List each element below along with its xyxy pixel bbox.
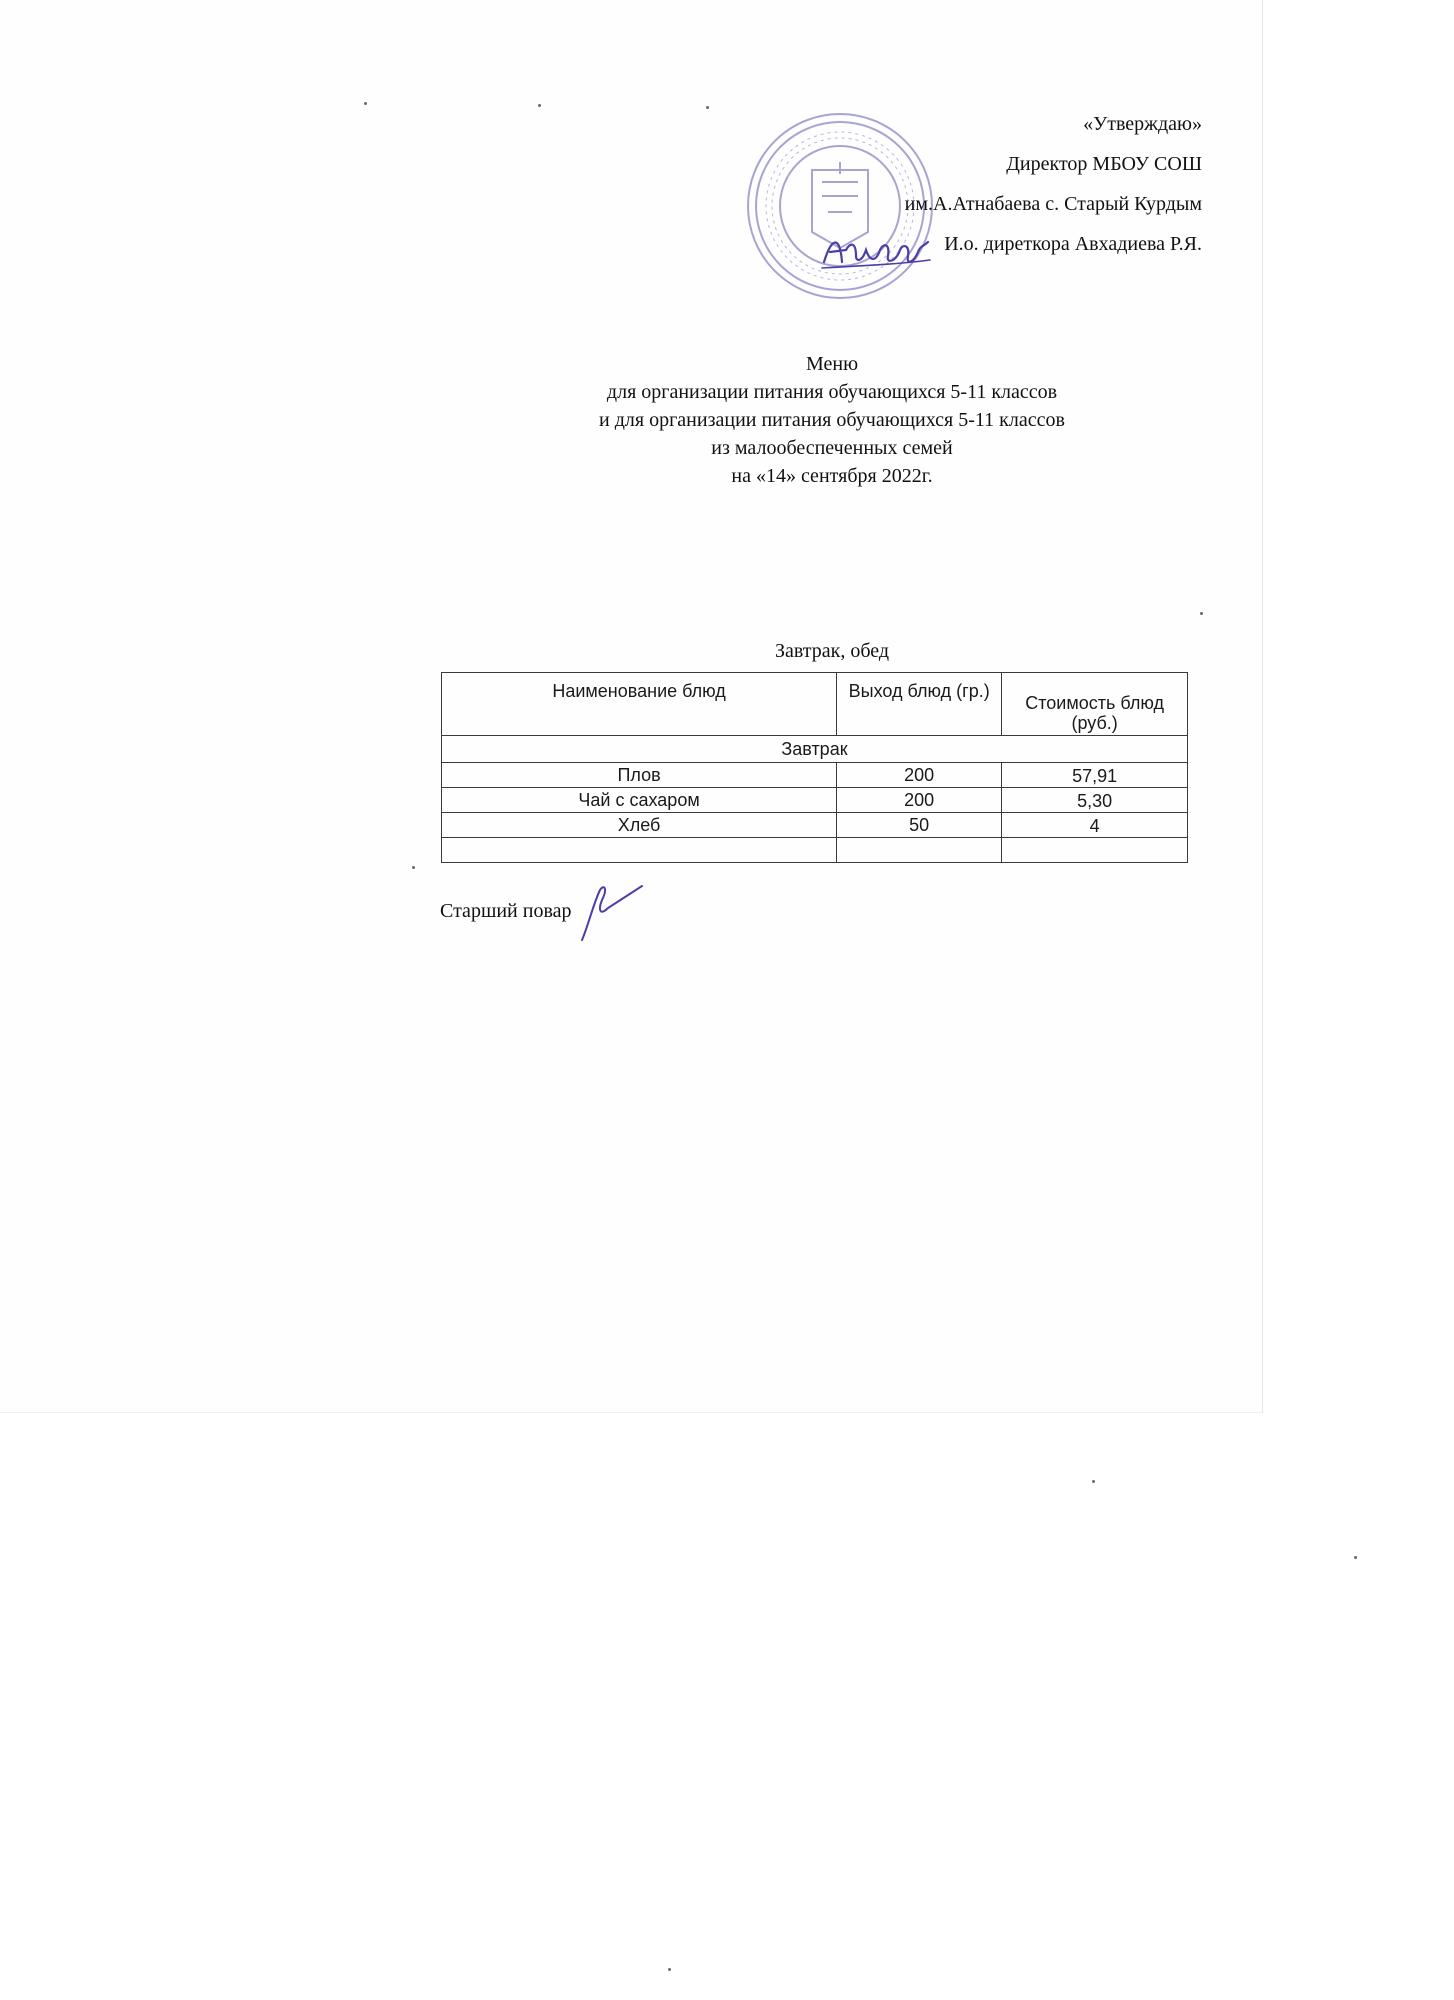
column-header-output: Выход блюд (гр.): [837, 673, 1002, 736]
dish-output: 200: [837, 788, 1002, 813]
dish-cost: 4: [1002, 813, 1188, 838]
dish-name: [442, 838, 837, 863]
approval-line: им.А.Атнабаева с. Старый Курдым: [904, 193, 1202, 215]
approval-line: Директор МБОУ СОШ: [1006, 153, 1202, 175]
table-row: [442, 813, 1188, 838]
dish-name: Хлеб: [442, 813, 837, 838]
table-row: [442, 763, 1188, 788]
dish-name: Чай с сахаром: [442, 788, 837, 813]
director-signature: [820, 232, 932, 274]
heading-title: Меню: [805, 353, 859, 375]
senior-cook-label: Старший повар: [440, 900, 572, 922]
dish-cost: 5,30: [1002, 788, 1188, 813]
document-heading: [432, 350, 1232, 490]
scan-speck: [668, 1968, 671, 1971]
dish-output: 50: [837, 813, 1002, 838]
dish-cost: [1002, 838, 1188, 863]
approval-block: [905, 104, 1202, 264]
column-header-name: Наименование блюд: [442, 673, 837, 736]
column-header-cost: Стоимость блюд (руб.): [1002, 673, 1188, 736]
senior-cook-signature: [578, 882, 644, 944]
scan-speck: [538, 104, 541, 107]
scan-speck: [706, 106, 709, 109]
menu-table: [441, 672, 1188, 863]
dish-output: [837, 838, 1002, 863]
scan-speck: [412, 866, 415, 869]
heading-date: на «14» сентября 2022г.: [731, 465, 933, 487]
table-section-row: [442, 736, 1188, 763]
scan-speck: [1354, 1556, 1357, 1559]
dish-cost: 57,91: [1002, 763, 1188, 788]
dish-name: Плов: [442, 763, 837, 788]
dish-output: 200: [837, 763, 1002, 788]
scan-speck: [364, 102, 367, 105]
approval-line: И.о. диреткора Авхадиева Р.Я.: [944, 233, 1202, 255]
heading-line: из малообеспеченных семей: [711, 437, 953, 459]
table-header-row: [442, 673, 1188, 736]
section-label: Завтрак: [442, 736, 1188, 763]
table-row: [442, 788, 1188, 813]
scan-speck: [1200, 612, 1203, 615]
table-row-empty: [442, 838, 1188, 863]
meal-caption: Завтрак, обед: [774, 640, 890, 662]
heading-line: и для организации питания обучающихся 5-11 классов: [599, 409, 1065, 431]
heading-line: для организации питания обучающихся 5-11 классов: [606, 381, 1058, 403]
scan-speck: [1092, 1480, 1095, 1483]
approval-line: «Утверждаю»: [1083, 113, 1202, 135]
